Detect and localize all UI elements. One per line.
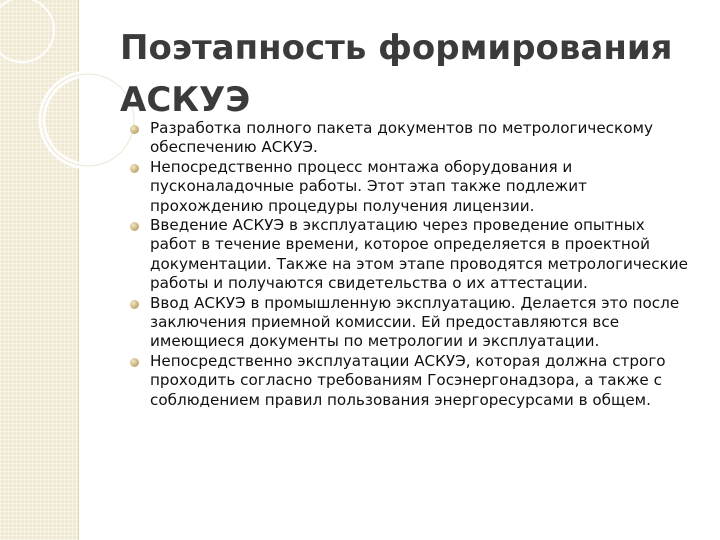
list-item [130,158,695,216]
bullet-icon [130,164,139,173]
list-item [130,352,695,410]
bullet-icon [130,358,139,367]
bullet-icon [130,300,139,309]
bullet-text: Введение АСКУЭ в эксплуатацию через проведение опытных работ в течение времени, которое определяется в проектной документации. Также на этом этапе проводятся метрологические работы и получаются свидетельства о их аттестации. [150,216,688,293]
bullet-list [130,119,695,410]
slide-title: Поэтапность формирования АСКУЭ [120,28,673,120]
bullet-text: Ввод АСКУЭ в промышленную эксплуатацию. Делается это после заключения приемной комиссии. Ей предоставляются все имеющиеся документы по метрологии и эксплуатации. [150,293,680,351]
list-item [130,216,695,294]
list-item [130,119,695,158]
bullet-text: Непосредственно эксплуатации АСКУЭ, которая должна строго проходить согласно требованиям Госэнергонадзора, а также с соблюдением правил пользования энергоресурсами в общем. [150,351,666,409]
bullet-text: Непосредственно процесс монтажа оборудования и пусконаладочные работы. Этот этап также подлежит прохождению процедуры получения лицензии. [150,157,587,215]
bullet-text: Разработка полного пакета документов по метрологическому обеспечению АСКУЭ. [150,119,653,157]
bullet-icon [130,222,139,231]
list-item [130,294,695,352]
bullet-icon [130,125,139,134]
